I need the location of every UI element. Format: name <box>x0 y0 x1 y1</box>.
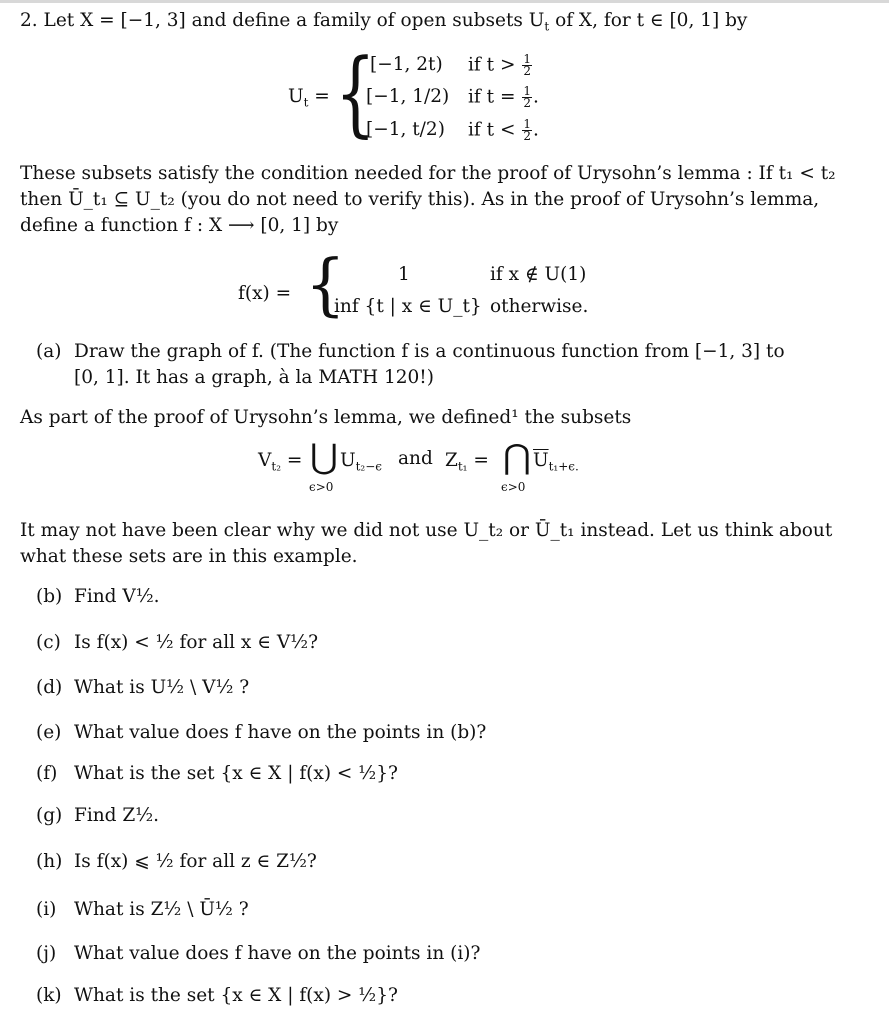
z-definition-lhs: $Z_{t_1}$ = <box>445 450 489 474</box>
intersection-symbol: ⋂ <box>503 437 531 477</box>
intersection-index: ϵ>0 <box>501 480 526 494</box>
f-brace: { <box>305 246 346 325</box>
f-case-2-cond: otherwise. <box>490 296 589 317</box>
para1-line1: These subsets satisfy the condition needed for the proof of Urysohn’s lemma : If t₁ < t₂ <box>20 163 836 184</box>
part-g: (g) Find Z½. <box>36 805 160 826</box>
v-definition-lhs: $V_{t_2}$ = <box>258 450 303 474</box>
fraction-half: $\frac{1}{2}$ <box>523 84 531 110</box>
part-i: (i) What is Z½ \ Ū½ ? <box>36 899 249 920</box>
para3-line1: It may not have been clear why we did not use U_t₂ or Ū_t₁ instead. Let us think about <box>20 520 833 541</box>
case-row-2-cond: if t = $\frac{1}{2}$ . <box>468 84 539 110</box>
part-e: (e) What value does f have on the points in (b)? <box>36 722 487 743</box>
fraction-half: $\frac{1}{2}$ <box>523 117 531 143</box>
cases-lhs: $U_t$ = <box>288 86 330 110</box>
z-definition-rhs: $\overline{U}_{t_1+\epsilon.}$ <box>533 450 579 474</box>
and-word: and <box>398 448 433 469</box>
f-case-1-cond: if x ∉ U(1) <box>490 264 587 285</box>
part-j: (j) What value does f have on the points in (i)? <box>36 943 481 964</box>
part-k: (k) What is the set {x ∈ X | f(x) > ½}? <box>36 985 398 1006</box>
union-index: ϵ>0 <box>309 480 334 494</box>
part-a-line2: [0, 1]. It has a graph, à la MATH 120!) <box>74 367 434 388</box>
case-row-3-set: [−1, t/2) <box>366 119 445 140</box>
para3-line2: what these sets are in this example. <box>20 546 358 567</box>
fraction-half: $\frac{1}{2}$ <box>523 52 531 78</box>
part-h: (h) Is f(x) ⩽ ½ for all z ∈ Z½? <box>36 851 317 872</box>
para2: As part of the proof of Urysohn’s lemma, we defined¹ the subsets <box>20 407 632 428</box>
problem-intro: 2. Let X = [−1, 3] and define a family of open subsets $U_t$ of X, for t ∈ [0, 1] by <box>20 10 748 34</box>
cases-brace: { <box>335 40 376 149</box>
case-row-1-cond: if t > $\frac{1}{2}$ <box>468 52 531 78</box>
para1-line3: define a function f : X ⟶ [0, 1] by <box>20 215 339 236</box>
para1-line2: then Ū_t₁ ⊆ U_t₂ (you do not need to verify this). As in the proof of Urysohn’s lemma, <box>20 189 820 210</box>
part-a: (a) Draw the graph of f. (The function f is a continuous function from [−1, 3] to <box>36 341 785 362</box>
f-case-2-value: inf {t | x ∈ U_t} <box>334 296 482 317</box>
case-row-1-set: [−1, 2t) <box>370 54 443 75</box>
top-border <box>0 0 889 3</box>
case-row-3-cond: if t < $\frac{1}{2}$ . <box>468 117 539 143</box>
part-d: (d) What is U½ \ V½ ? <box>36 677 250 698</box>
part-f: (f) What is the set {x ∈ X | f(x) < ½}? <box>36 763 398 784</box>
union-symbol: ⋃ <box>310 437 338 477</box>
part-c: (c) Is f(x) < ½ for all x ∈ V½? <box>36 632 319 653</box>
part-b: (b) Find V½. <box>36 586 160 607</box>
f-case-1-value: 1 <box>398 264 410 285</box>
f-lhs: f(x) = <box>238 283 292 304</box>
v-definition-rhs: $U_{t_2-\epsilon}$ <box>340 450 383 474</box>
case-row-2-set: [−1, 1/2) <box>366 86 450 107</box>
